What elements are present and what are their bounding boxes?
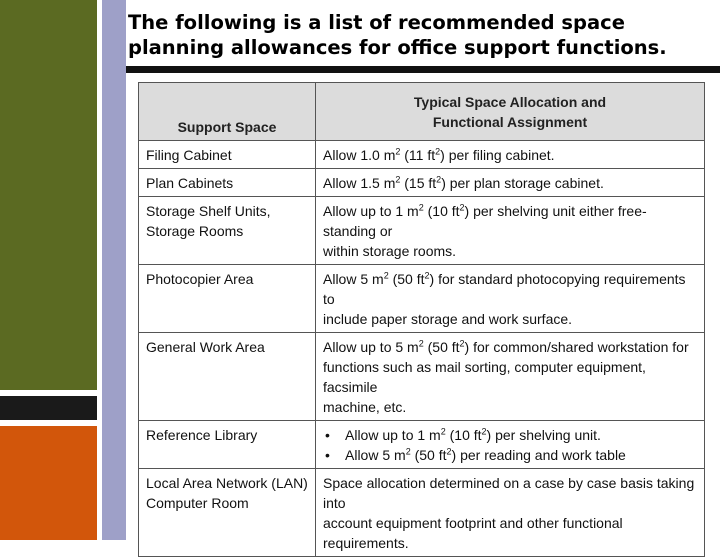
allocation-line: machine, etc. [323,399,407,415]
allocation-cell [316,265,705,333]
allocation-line [323,173,698,193]
superscript-2: 2 [424,270,430,281]
text-fragment: Allow up to 5 m [323,339,419,355]
table-row [139,197,705,265]
superscript-2: 2 [395,174,401,185]
orange-accent-bar [0,426,97,540]
slide-title-line-1: The following is a list of recommended space [128,11,625,34]
header-allocation-line-2: Functional Assignment [432,113,588,130]
allocation-cell [316,421,705,469]
text-fragment: Allow 5 m [323,271,384,287]
allocation-line [323,145,698,165]
text-fragment: (10 ft [423,203,460,219]
allocation-line: account equipment footprint and other functional requirements. [323,515,623,551]
support-space-cell [139,169,316,197]
support-space-label: Plan Cabinets [146,175,234,191]
text-fragment: (11 ft [400,147,436,163]
text-fragment: ) for common/shared workstation for [464,339,689,355]
header-allocation [316,83,705,141]
superscript-2: 2 [418,202,424,213]
text-fragment: ) per filing cabinet. [440,147,555,163]
superscript-2: 2 [418,338,424,349]
superscript-2: 2 [436,174,442,185]
table-body [139,141,705,557]
table-row [139,141,705,169]
table-row [139,333,705,421]
header-allocation-line-1: Typical Space Allocation and [413,93,607,110]
black-accent-band [0,396,97,420]
superscript-2: 2 [405,446,411,457]
text-fragment: ) per reading and work table [451,447,626,463]
text-fragment: (50 ft [423,339,460,355]
superscript-2: 2 [383,270,389,281]
table-header-row [139,83,705,141]
support-space-label: Photocopier Area [146,271,254,287]
text-fragment: (15 ft [400,175,437,191]
bullet-item [323,445,698,465]
text-fragment: Allow 1.5 m [323,175,396,191]
olive-accent-bar [0,0,97,390]
text-fragment: ) for standard photocopying requirements to [323,271,686,307]
support-space-label: Storage Rooms [146,223,244,239]
title-underline-rule [126,66,720,73]
superscript-2: 2 [459,338,465,349]
allocation-line [323,201,698,241]
text-fragment: (50 ft [410,447,447,463]
allocation-cell [316,333,705,421]
allocation-cell [316,197,705,265]
allowances-table [138,82,705,557]
allocation-line: functions such as mail sorting, computer equipment, facsimile [323,359,646,395]
support-space-cell [139,421,316,469]
support-space-cell [139,197,316,265]
support-space-label: Storage Shelf Units, [146,203,271,219]
superscript-2: 2 [395,146,401,157]
slide-title [128,10,713,60]
allocation-cell [316,141,705,169]
superscript-2: 2 [435,146,441,157]
text-fragment: Allow up to 1 m [323,203,419,219]
support-space-cell [139,333,316,421]
support-space-label: General Work Area [146,339,265,355]
text-fragment: ) per shelving unit. [486,427,601,443]
slide-title-line-2: planning allowances for office support functions. [128,36,667,59]
text-fragment: Allow up to 1 m [345,427,441,443]
support-space-cell [139,469,316,557]
table-row [139,421,705,469]
support-space-cell [139,265,316,333]
header-support-space: Support Space [139,83,316,141]
allocation-cell [316,469,705,557]
lavender-stripe [102,0,126,540]
text-fragment: ) per plan storage cabinet. [441,175,604,191]
support-space-label: Reference Library [146,427,258,443]
superscript-2: 2 [459,202,465,213]
allocation-line [323,269,698,309]
text-fragment: ) per shelving unit either free-standing or [323,203,647,239]
allocation-line: include paper storage and work surface. [323,311,573,327]
allocation-line: Space allocation determined on a case by case basis taking into [323,475,695,511]
text-fragment: (50 ft [388,271,425,287]
support-space-label: Computer Room [146,495,249,511]
superscript-2: 2 [481,426,487,437]
allowances-table-container [138,82,705,557]
support-space-label: Local Area Network (LAN) [146,475,308,491]
table-row [139,265,705,333]
table-row [139,469,705,557]
text-fragment: (10 ft [445,427,482,443]
text-fragment: Allow 5 m [345,447,406,463]
allocation-line: within storage rooms. [323,243,457,259]
support-space-label: Filing Cabinet [146,147,232,163]
allocation-line [323,337,698,357]
superscript-2: 2 [446,446,452,457]
support-space-cell [139,141,316,169]
allocation-cell [316,169,705,197]
text-fragment: Allow 1.0 m [323,147,396,163]
superscript-2: 2 [440,426,446,437]
bullet-item [323,425,698,445]
table-row [139,169,705,197]
